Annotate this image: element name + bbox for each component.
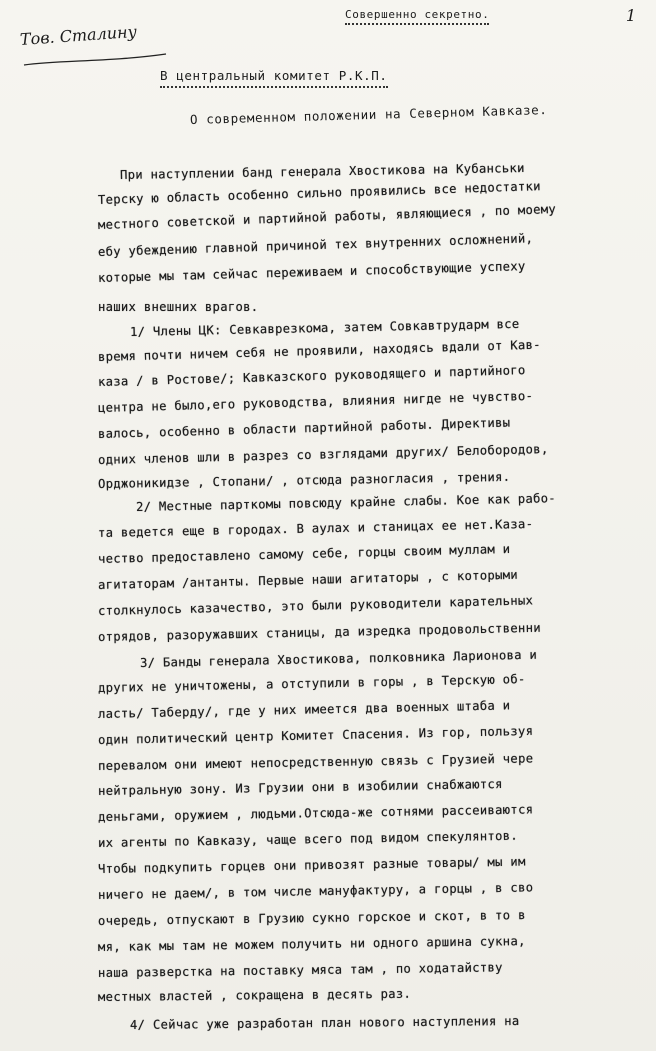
body-line: других не уничтожены, а отступили в горы , в Терскую об-: [97, 672, 526, 695]
page-number: 1: [625, 6, 636, 25]
body-line: отрядов, разоружавших станицы, да изредка продовольственни: [97, 620, 542, 644]
body-line: 3/ Банды генерала Хвостикова, полковника Ларионова и: [139, 647, 538, 670]
body-line: Чтобы подкупить горцев они привозят разные товары/ мы им: [97, 854, 526, 876]
body-line: нейтральную зону. Из Грузии они в изобилии снабжаются: [97, 776, 503, 798]
body-line: перевалом они имеют непосредственную связь с Грузией чере: [97, 751, 534, 773]
body-line: местных властей , сокращена в десять раз.: [97, 986, 412, 1004]
body-line: местного советской и партийной работы, являющиеся , по моему: [97, 202, 557, 232]
secrecy-stamp: Совершенно секретно.: [345, 8, 489, 25]
body-line: очередь, отпускают в Грузию сукно горское и скот, в то в: [97, 908, 526, 928]
body-line: ласть/ Таберду/, где у них имеется два военных штаба и: [97, 698, 511, 721]
body-line: один политический центр Комитет Спасения. Из гор, пользуя: [97, 723, 534, 747]
body-line: 2/ Местные парткомы повсюду крайне слабы. Кое как рабо-: [135, 491, 557, 514]
body-line: 1/ Члены ЦК: Севкаврезкома, затем Совкавтрударм все: [129, 316, 520, 339]
body-line: наша разверстка на поставку мяса там , по ходатайству: [97, 960, 503, 980]
body-line: каза / в Ростове/; Кавказского руководящего и партийного: [97, 363, 526, 389]
body-line: Орджоникидзе , Стопани/ , отсюда разногласия , трения.: [97, 469, 511, 491]
body-line: которые мы там сейчас переживаем и способствующие успеху: [97, 259, 526, 285]
body-line: одних членов шли в разрез со взглядами других/ Белобородов,: [97, 441, 549, 467]
body-line: чество предоставлено самому себе, горцы своим муллам и: [97, 541, 511, 566]
body-line: та ведется еще в городах. В аулах и станицах ее нет.Каза-: [97, 516, 534, 540]
body-line: деньгами, оружием , людьми.Отсюда-же сотнями рассеиваются: [97, 802, 534, 824]
document-title: О современном положении на Северном Кавказе.: [189, 102, 548, 127]
body-line: Терску ю область особенно сильно проявились все недостатки: [97, 179, 541, 207]
body-line: наших внешних врагов.: [98, 300, 259, 314]
body-line: центра не было,его руководства, влияния нигде не чувство-: [97, 388, 534, 415]
addressee-heading: В центральный комитет Р.К.П.: [160, 68, 388, 88]
body-line: ничего не даем/, в том числе мануфактуру, а горцы , в сво: [97, 880, 534, 902]
body-line: При наступлении банд генерала Хвостикова на Кубанськи: [119, 160, 525, 182]
body-line: ебу убеждению главной причиной тех внутренних осложнений,: [97, 231, 534, 259]
body-line: валось, особенно в области партийной работы. Директивы: [97, 415, 511, 441]
body-line: 4/ Сейчас уже разработан план нового наступления на: [129, 1013, 520, 1032]
body-line: мя, как мы там не можем получить ни одного аршина сукна,: [97, 934, 526, 954]
body-line: агитаторам /антанты. Первые наши агитаторы , с которыми: [97, 567, 519, 592]
body-line: столкнулось казачество, это были руководители карательных: [97, 593, 534, 618]
body-line: время почти ничем себя не проявили, находясь вдали от Кав-: [97, 337, 542, 364]
body-line: их агенты по Кавказу, чаще всего под видом спекулянтов.: [97, 828, 519, 850]
handwritten-note: Тов. Сталину: [19, 21, 138, 49]
